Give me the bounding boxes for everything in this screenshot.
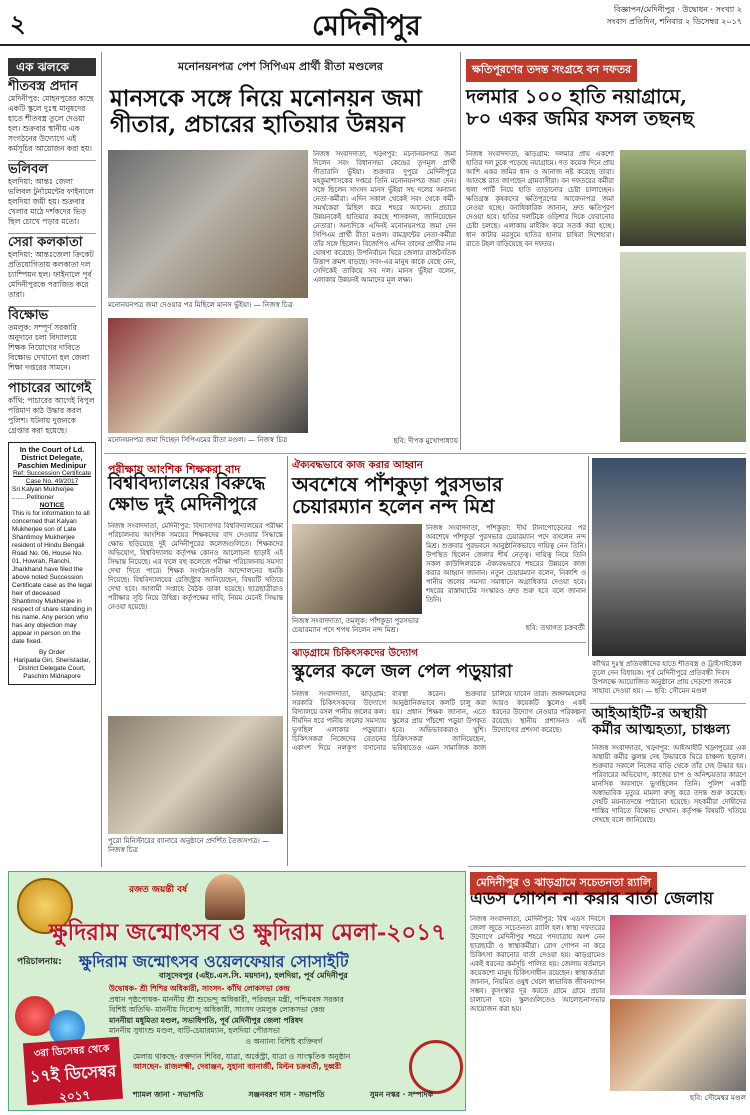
elephants-kicker <box>466 58 637 82</box>
brief-text: কাঁথি: পাচারের আগেই বিপুল পরিমাণ কাঠ উদ্ধার করল পুলিশ। ঘটনায় দুজনকে গ্রেপ্তার করা হয়েছে। <box>8 396 95 435</box>
section-label: এক ঝলকে <box>8 58 96 76</box>
ad-organizer-label: পরিচালনায়: <box>17 957 62 967</box>
iit-headline <box>592 706 746 738</box>
nomination-kicker: মনোনয়নপত্র পেশ সিপিএম প্রার্থী রীতা মণ্ডলের <box>178 60 383 73</box>
aids-rally-photo <box>610 915 746 995</box>
blanket-photo <box>592 458 746 656</box>
brief-heading: সেরা কলকাতা <box>8 233 96 248</box>
masthead-meta-line1: বিজ্ঞাপন/মেদিনীপুর · উদ্বোধন · সংখ্যা ২ <box>613 5 742 14</box>
row-divider <box>104 453 746 454</box>
masthead-meta <box>470 4 742 28</box>
ad-chief-guest: প্রধান পৃষ্ঠপোষক- মাননীয় শ্রী শুভেন্দু অধিকারী, পরিবহন মন্ত্রী, পশ্চিমবঙ্গ সরকার <box>109 994 344 1004</box>
notice-title: NOTICE <box>39 502 65 509</box>
row-divider <box>468 866 746 867</box>
elephants-body: নিজস্ব সংবাদদাতা, ঝাড়গ্রাম: দলমার প্রায় একশো হাতির দল ঢুকে পড়েছে নয়াগ্রামে। গত কয়েক দিনে প্রায় আশি একর জমির ধান ও আনাজ নষ্ট করেছে তারা। আতঙ্কে রাত জাগছেন গ্রামবাসীরা। বন দফতরের কর্মীরা হুলা পার্টি নিয়ে হাতি তাড়ানোর চেষ্টা চালাচ্ছেন। ক্ষতিগ্রস্ত কৃষকদের ক্ষতিপূরণের আবেদনপত্র জমা নেওয়া হচ্ছে। বনাধিকারিক জানান, দ্রুত ক্ষতিপূরণ দেওয়া হবে। হাতির দলটিকে ওড়িশার দিকে ফেরানোর চেষ্টা চলছে। এলাকায় মাইকিং করে সতর্ক করা হচ্ছে। ধান কাটার মরসুমে হাতির হানায় চাষিরা দিশেহারা। রাতে টহল বাড়িয়েছে বন দফতর। <box>466 150 614 248</box>
panskura-headline-line1: অবশেষে পাঁশকুড়া পুরসভার <box>292 473 503 496</box>
nomination-headline-line2: গীতার, প্রচারের হাতিয়ার উন্নয়ন <box>110 111 405 139</box>
university-headline <box>108 474 283 515</box>
pottery-photo <box>108 716 283 834</box>
ad-venue: বাসুদেবপুর (এইচ.এস.সি. ময়দান), হলদিয়া, পূর্ব মেদিনীপুর <box>159 971 348 980</box>
brief-heading: ভলিবল <box>8 160 96 175</box>
iit-headline-line1: আইআইটি-র অস্থায়ী <box>592 706 707 722</box>
university-headline-line1: বিশ্ববিদ্যালয়ের বিরুদ্ধে <box>108 473 266 494</box>
panskura-kicker: ঐক্যবদ্ধভাবে কাজ করার আহ্বান <box>292 460 423 471</box>
university-caption: পুরো মিনিস্টারের ব্যানারে অনুষ্ঠানে প্রদর্শিত তৈজসপত্র। — নিজস্ব চিত্র <box>108 837 270 854</box>
row-divider <box>290 642 586 643</box>
ferris-wheel-icon <box>409 1040 463 1094</box>
court-notice <box>8 442 96 685</box>
elephants-photo-2 <box>620 252 746 442</box>
brief-text: তমলুক: সম্পূর্ণ সরকারি অনুদানে চলা বিদ্যালয়ে শিক্ষক নিয়োগের দাবিতে বিক্ষোভ দেখানো হল জেলা শিক্ষা দপ্তরের সামনে। <box>8 323 90 372</box>
aids-kicker-label: মেদিনীপুর ও ঝাড়গ্রামে সচেতনতা র‍্যালি <box>470 872 657 895</box>
water-kicker: ঝাড়গ্রামে চিকিৎসকদের উদ্যোগ <box>292 648 418 659</box>
column-divider <box>101 52 102 867</box>
notice-court: In the Court of Ld. District Delegate, Paschim Medinipur <box>17 445 87 470</box>
nomination-photo <box>108 318 308 433</box>
ad-attractions: মেলায় থাকছে- রক্তদান শিবির, যাত্রা, অর্কেস্ট্রা, যাত্রা ও সাংস্কৃতিক অনুষ্ঠান <box>133 1052 351 1061</box>
blanket-caption: কাঁথির দুঃস্থ প্রতিবন্ধীদের হাতে শীতবস্ত্র ও ট্রাইসাইকেল তুলে দেন বিধায়ক। পূর্ব মেদিনীপুরে প্রতিবন্ধী দিবস উপলক্ষে আয়োজিত অনুষ্ঠানে প্রায় দেড়শো জনকে সাহায্য দেওয়া হয়। — ছবি: সৌমেন মণ্ডল <box>592 660 742 695</box>
ad-guests <box>109 984 459 1047</box>
panskura-body: নিজস্ব সংবাদদাতা, পাঁশকুড়া: দীর্ঘ টানাপোড়েনের পর অবশেষে পাঁশকুড়া পুরসভার চেয়ারম্যান পদে বসলেন নন্দ মিশ্র। শুক্রবার পুরভবনে আনুষ্ঠানিকভাবে দায়িত্ব নেন তিনি। উপস্থিত ছিলেন জেলার শীর্ষ নেতৃত্ব। দায়িত্ব নিয়ে তিনি সকল কাউন্সিলরকে ঐক্যবদ্ধভাবে শহরের উন্নয়নে কাজ করার আহ্বান জানান। নতুন চেয়ারম্যান বলেন, নিকাশি ও পানীয় জলের সমস্যা সমাধানে অগ্রাধিকার দেওয়া হবে। শহরের রাস্তাঘাটের সংস্কারও দ্রুত শুরু হবে বলে জানান তিনি। <box>426 524 586 604</box>
brief-text: মেদিনীপুর: মোহনপুরের কাছে একটি স্কুলে দুঃস্থ মানুষদের হাতে শীতবস্ত্র তুলে দেওয়া হল। শুক্রবার স্থানীয় এক সংগঠনের উদ্যোগে এই কর্মসূচির আয়োজন করা হয়। <box>8 94 94 153</box>
notice-case: Ref: Succession Certificate Case No. 49/2017 <box>12 470 92 485</box>
nomination-caption2: মনোনয়নপত্র জমা দিচ্ছেন সিপিএমের রীতা মণ্ডল। — নিজস্ব চিত্র <box>108 436 288 444</box>
panskura-byline: ছবি: তথাগত চক্রবর্তী <box>525 624 585 632</box>
khudiram-portrait-icon <box>205 874 245 920</box>
elephants-photo <box>620 150 746 246</box>
brief-text: হলদিয়া: আন্তঃ জেলা ভলিবল টুর্নামেন্টের ফাইনালে হলদিয়া জয়ী হয়। শুক্রবার খেলার মাঠে দর্শকদের ভিড় ছিল চোখে পড়ার মতো। <box>8 177 94 226</box>
khudiram-mela-ad <box>8 871 466 1111</box>
university-body: নিজস্ব সংবাদদাতা, মেদিনীপুর: বিদ্যাসাগর বিশ্ববিদ্যালয়ের পরীক্ষা পরিচালনায় আংশিক সময়ের শিক্ষকদের বাদ দেওয়ার সিদ্ধান্তে ক্ষোভ ছড়িয়েছে দুই মেদিনীপুরের কলেজগুলিতে। শিক্ষকদের অভিযোগ, বিশ্ববিদ্যালয় কর্তৃপক্ষ কোনও আলোচনা ছাড়াই এই সিদ্ধান্ত নিয়েছে। এর ফলে বহু কলেজে পরীক্ষা পরিচালনায় সমস্যা দেখা দিতে পারে। শিক্ষক সংগঠনগুলি আন্দোলনের হুমকি দিয়েছে। বিশ্ববিদ্যালয়ের রেজিস্ট্রার জানিয়েছেন, বিষয়টি খতিয়ে দেখা হবে। আগামী সপ্তাহে বৈঠক ডাকা হয়েছে। ছাত্রছাত্রীরাও পরীক্ষার সূচি নিয়ে উদ্বিগ্ন। কর্তৃপক্ষের দাবি, নিয়ম মেনেই সিদ্ধান্ত নেওয়া হয়েছে। <box>108 522 283 611</box>
aids-headline: এডস গোপন না করার বার্তা জেলায় <box>470 889 714 909</box>
ad-date-line2: ১৭ই ডিসেম্বর <box>29 1061 117 1086</box>
brief-text: হলদিয়া: আন্তঃজেলা ক্রিকেট প্রতিযোগিতায় কলকাতা দল চ্যাম্পিয়ন হল। ফাইনালে পূর্ব মেদিনীপুরকে পরাজিত করে তারা। <box>8 250 94 299</box>
ad-footer3: সুমন নস্কর · সম্পাদক <box>369 1090 433 1099</box>
ad-footer1: শ্যামল জানা · সভাপতি <box>133 1090 204 1099</box>
column-divider <box>588 456 589 656</box>
row-divider <box>590 703 746 704</box>
university-kicker-label: পরীক্ষায় আংশিক শিক্ষকরা বাদ <box>108 461 240 480</box>
ad-guests-line2: মাননীয়া মধুমিতা মণ্ডল, সভাধিপতি, পূর্ব মেদিনীপুর জেলা পরিষদ <box>109 1015 303 1025</box>
iit-headline-line2: কর্মীর আত্মহত্যা, চাঞ্চল্য <box>592 722 731 739</box>
ad-footer2: সঞ্জনবরণ দাস · সভাপতি <box>248 1090 325 1099</box>
nomination-byline: ছবি: দীপক মুখোপাধ্যায় <box>393 437 458 445</box>
ad-performers: আসছেন- রাজলক্ষ্মী, দেবাঞ্জন, সুহানা ব্যানার্জী, মিল্টন চক্রবর্তী, দুধ্বরী <box>133 1062 342 1071</box>
panskura-headline-line2: চেয়ারম্যান হলেন নন্দ মিশ্র <box>292 495 495 519</box>
water-headline: স্কুলের কলে জল পেল পড়ুয়ারা <box>292 661 513 682</box>
column-divider <box>287 456 288 866</box>
notice-party: Sri Kalyan Mukherjee ........Petitioner <box>12 486 74 501</box>
panskura-headline <box>292 474 582 519</box>
ad-title: ক্ষুদিরাম জন্মোৎসব ও ক্ষুদিরাম মেলা-২০১৭ <box>49 919 447 946</box>
water-body: নিজস্ব সংবাদদাতা, ঝাড়গ্রাম: সরকারি চিকিৎসকদের উদ্যোগে বিদ্যালয়ে বসল পানীয় জলের কল। দীর্ঘদিন ধরে পানীয় জলের সমস্যায় ভুগছিল এলাকার পড়ুয়ারা। চিকিৎসকরা নিজেদের বেতনের একাংশ দিয়ে নলকূপ বসানোর ব্যবস্থা করেন। শুক্রবার আনুষ্ঠানিকভাবে কলটি চালু করা হয়। প্রধান শিক্ষক জানান, এতে স্কুলের প্রায় পাঁচশো পড়ুয়া উপকৃত হবে। অভিভাবকরাও খুশি। চিকিৎসকরা জানিয়েছেন, ভবিষ্যতেও এমন সামাজিক কাজ চালিয়ে যাবেন তারা। জঙ্গলমহলের আরও কয়েকটি স্কুলেও একই ধরনের উদ্যোগ নেওয়ার পরিকল্পনা রয়েছে। স্থানীয় প্রশাসনও এই উদ্যোগের প্রশংসা করেছে। <box>292 690 586 752</box>
page-number: ২ <box>10 9 26 38</box>
ad-others: ও অন্যান্য বিশিষ্ট ব্যক্তিবর্গ <box>245 1036 323 1046</box>
notice-sign: Haripada Giri, Sheristadar, District Delegate Court, Paschim Midnapore <box>13 657 91 680</box>
ad-date-line3: ২০১৭ <box>58 1087 91 1105</box>
elephants-headline <box>466 86 746 131</box>
panskura-caption: নিজস্ব সংবাদদাতা, তমলুক: পাঁশকুড়া পুরসভার চেয়ারম্যান পদে শপথ নিলেন নন্দ মিশ্র। <box>292 617 419 634</box>
aids-rally-photo-2 <box>610 999 746 1091</box>
university-headline-line2: ক্ষোভ দুই মেদিনীপুরে <box>108 493 258 515</box>
ad-footer <box>133 1090 433 1102</box>
ad-inaugurator: উদ্বোধক- শ্রী শিশির অধিকারী, সাংসদ- কাঁথি লোকসভা কেন্দ্র <box>109 984 290 993</box>
rally-photo <box>108 150 308 298</box>
ad-guests-line3: মাননীয় সুধাংশু মণ্ডল, বাটি-চেয়ারম্যান, হলদিয়া পৌরসভা <box>109 1026 281 1035</box>
panskura-photo <box>292 524 422 614</box>
nomination-caption1: মনোনয়নপত্র জমা দেওয়ার পর মিছিলে মানস ভুঁইয়া। — নিজস্ব চিত্র <box>108 301 293 309</box>
notice-text: This is for information to all concerned that Kalyan Mukherjee son of Late Shantimoy Mukherjee resident of Hindu Bengali Road No. 06, House No. 01, Howrah, Ranchi, Jharkhand have filed the above noted Succession Certificate case as the legal heir of deceased Shantimoy Mukherjee in respect of share standing in his name. Any person who has any objection may appear in person on the date fixed. <box>12 510 92 645</box>
nomination-headline-line1: মানসকে সঙ্গে নিয়ে মনোনয়ন জমা <box>110 85 422 112</box>
ad-jubilee: রজত জয়ন্তী বর্ষ <box>129 885 188 895</box>
aids-byline: ছবি: সৌমেশ্বর মণ্ডল <box>689 1094 746 1102</box>
elephants-headline-line1: দলমার ১০০ হাতি নয়াগ্রামে, <box>466 85 687 108</box>
aids-body: নিজস্ব সংবাদদাতা, মেদিনীপুর: বিশ্ব এডস দিবসে জেলা জুড়ে সচেতনতা র‍্যালি হল। স্বাস্থ্য দফতরের উদ্যোগে মেদিনীপুর শহরে পদযাত্রায় অংশ নেন ছাত্রছাত্রী ও স্বাস্থ্যকর্মীরা। রোগ গোপন না করে চিকিৎসা করানোর বার্তা দেওয়া হয়। ঝাড়গ্রামেও একই ধরনের কর্মসূচি পালিত হয়। জেলায় বর্তমানে কয়েকশো মানুষ চিকিৎসাধীন রয়েছেন। স্বাস্থ্যকর্তারা জানান, নিয়মিত ওষুধ খেলে স্বাভাবিক জীবনযাপন সম্ভব। কুসংস্কার দূর করতে গ্রামে গ্রামে প্রচার চালানো হবে। স্কুলগুলিতেও আলোচনাসভার আয়োজন করা হয়। <box>470 915 605 1013</box>
elephants-headline-line2: ৮০ একর জমির ফসল তছনছ <box>466 107 694 131</box>
column-divider <box>460 52 461 450</box>
brief-heading: পাচারের আগেই <box>8 379 96 394</box>
ad-organizer: ক্ষুদিরাম জন্মোৎসব ওয়েলফেয়ার সোসাইটি <box>79 952 349 971</box>
ad-date-line1: ৩রা ডিসেম্বর থেকে <box>33 1043 110 1060</box>
ad-extras <box>133 1052 403 1072</box>
paper-name: মেদিনীপুর <box>312 9 421 42</box>
ad-guests-line1: বিশিষ্ট অতিথি- মাননীয় দিব্যেন্দু অধিকারী, সাংসদ তমলুক লোকসভা কেন্দ্র <box>109 1005 325 1014</box>
notice-order: By Order <box>38 649 65 656</box>
ad-dates <box>23 1037 123 1106</box>
nomination-headline <box>110 86 455 139</box>
brief-heading: বিক্ষোভ <box>8 306 96 321</box>
iit-body: নিজস্ব সংবাদদাতা, খড়্গপুর: আইআইটি খড়্গপুরের এক অস্থায়ী কর্মীর ঝুলন্ত দেহ উদ্ধারকে ঘিরে চাঞ্চল্য ছড়াল। শুক্রবার সকালে নিজের বাড়ি থেকে তাঁর দেহ উদ্ধার হয়। পরিবারের অভিযোগ, কাজের চাপ ও অনিশ্চয়তার কারণে মানসিক অবসাদে ভুগছিলেন তিনি। পুলিশ একটি অস্বাভাবিক মৃত্যুর মামলা রুজু করে তদন্ত শুরু করেছে। দেহটি ময়নাতদন্তে পাঠানো হয়েছে। সহকর্মীরা দোষীদের শাস্তির দাবিতে বিক্ষোভ দেখান। কর্তৃপক্ষ বিষয়টি খতিয়ে দেখছে বলে জানিয়েছে। <box>592 744 746 824</box>
brief-heading: শীতবস্ত্র প্রদান <box>8 79 78 94</box>
elephants-kicker-label: ক্ষতিপূরণের তদন্ত সংগ্রহে বন দফতর <box>466 59 637 82</box>
masthead-meta-line2: সংবাদ প্রতিদিন, শনিবার ২ ডিসেম্বর ২০১৭ <box>606 17 742 26</box>
nomination-body: নিজস্ব সংবাদদাতা, খড়্গপুর: মনোনয়নপত্র জমা দিলেন সবং বিধানসভা কেন্দ্রের তৃণমূল প্রার্থী গীতারানি ভুঁইয়া। শুক্রবার দুপুরে মেদিনীপুরে মহকুমাশাসকের দপ্তরে তিনি মনোনয়নপত্র জমা দেন। সঙ্গে ছিলেন সাংসদ মানস ভুঁইয়া সহ দলের অন্যান্য নেতা-কর্মীরা। এদিন সকাল থেকেই সবং থেকে কর্মী-সমর্থকেরা মিছিল করে শহরে আসেন। প্রচারে উন্নয়নকেই হাতিয়ার করছে শাসকদল, জানিয়েছেন নেতারা। অন্যদিকে এদিনই মনোনয়নপত্র জমা দেন সিপিএম প্রার্থী রীতা মণ্ডল। বামফ্রন্টের নেতা-কর্মীরা তাঁর সঙ্গে ছিলেন। বিজেপিও এদিন তাদের প্রার্থীর নাম ঘোষণা করেছে। উপনির্বাচন ঘিরে জেলার রাজনৈতিক উত্তাপ ক্রমশ বাড়ছে। সবং-এর মানুষ কাকে বেছে নেন, সেদিকেই তাকিয়ে সব দল। মানস ভুঁইয়া বলেন, এলাকার উন্নয়নই আমাদের মূল লক্ষ্য। <box>313 150 456 284</box>
